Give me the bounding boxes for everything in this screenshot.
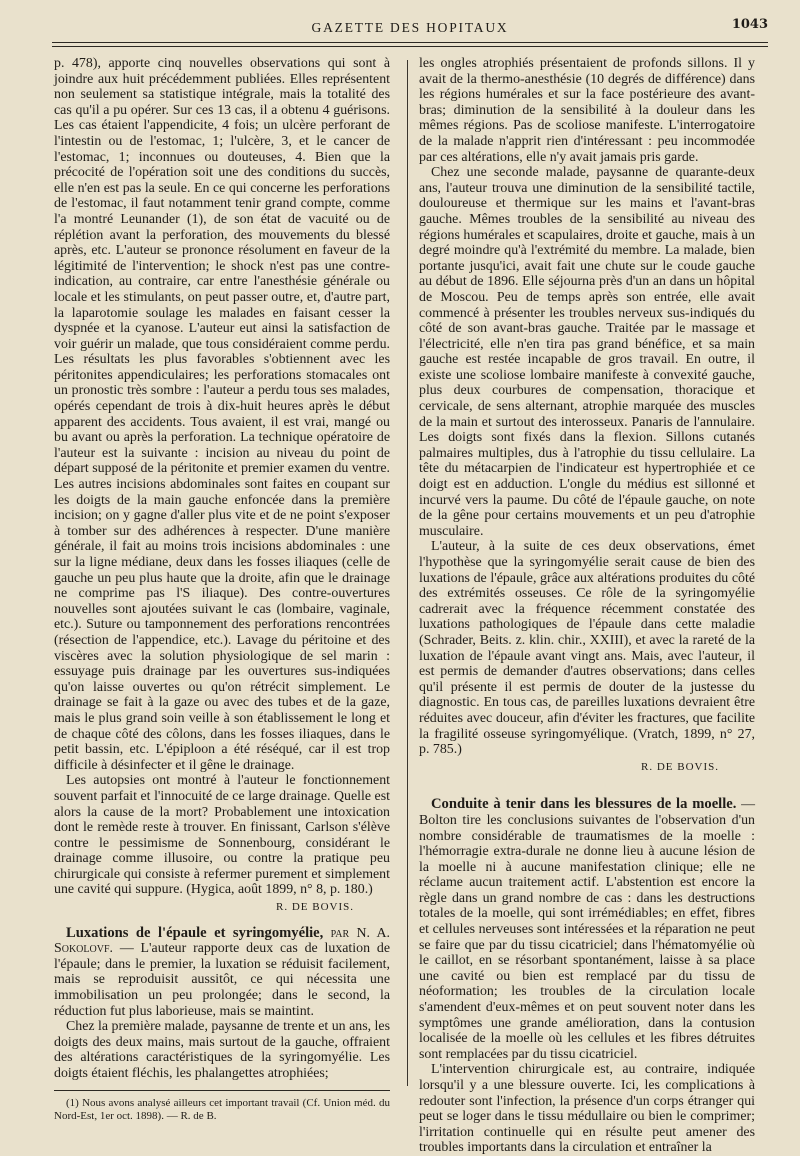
paragraph: p. 478), apporte cinq nouvelles observations qui sont à joindre aux huit précédemment publiées. Elles représentent non seulement sa statistique intégrale, mais la totalité des cas qu'il a pu opérer. Sur ces 13 cas, il a obtenu 4 guérisons. Les cas étaient l'appendicite, 4 fois; un ulcère perforant de l'intestin ou de l'estomac, 1; l'ulcère, 3, et le cancer de l'estomac, 1; inconnues ou douteuses, 4. Bien que la précocité de l'opération soit une des conditions du succès, elle n'en est pas la seule. En ce qui concerne les perforations de l'estomac, il faut notamment tenir grand compte, comme l'a montré Leunander (1), de son état de vacuité ou de réplétion avant la perforation, des mouvements du blessé après, etc. L'auteur se prononce résolument en faveur de la légitimité de l'intervention; le shock n'est pas une contre-indication, au contraire, car entre l'anesthésie générale ou locale et les stimulants, on peut passer outre, et, d'autre part, la laparotomie soulage les malades en faisant cesser la dyspnée et la cyanose. L'auteur eut ainsi la satisfaction de voir guérir un malade, que tous considéraient comme perdu. Les résultats les plus favorables s'obtiennent avec les péritonites appendiculaires; les perforations stomacales ont un pronostic très sombre : l'auteur a perdu tous ses malades, opérés cependant de trois à dix-huit heures après le début apparent des accidents. Tous avaient, il est vrai, mangé ou bu avant ou après la perforation. La technique opératoire de l'auteur est la suivante : incision au niveau du point de départ supposé de la péritonite et premier examen du ventre. Les autres incisions abdominales sont faites en coupant sur les doigts de la main gauche enfoncée dans la première incision; on y gagne d'aller plus vite et de ne point s'exposer à tomber sur des adhérences à respecter. D'une manière générale, il fait au moins trois incisions abdominales : une sur la ligne médiane, deux dans les fosses iliaques (celle de gauche un peu plus haute que la droite, afin que le drainage ne comprime pas l'S iliaque). Des contre-ouvertures nouvelles sont ajoutées suivant le cas (lombaire, vaginale, etc.). Suture ou tamponnement des perforations rencontrées (résection de l'appendice, etc.). Lavage du péritoine et des viscères avec la solution physiologique de sel marin : essuyage puis drainage par les ouvertures sus-indiquées qu'on laisse ouvertes ou qu'on rétrécit simplement. Le drainage se fait à la gaze ou avec des tubes et de la gaze, mais le plus grand soin veille à son établissement le long et de chaque côté des côlons, dans les fosses iliaques, dans le petit bassin, etc. L'épiploon a été réséqué, car il est trop difficile à désinfecter et il gêne le drainage.: [54, 56, 390, 773]
footnote-rule: [54, 1090, 390, 1091]
article-title: Conduite à tenir dans les blessures de la moelle.: [431, 796, 737, 813]
paragraph: Chez la première malade, paysanne de trente et un ans, les doigts des deux mains, mais surtout de la gauche, offraient des altérations caractéristiques de la syringomyélie. Les doigts étaient fléchis, les phalangettes atrophiées;: [54, 1019, 390, 1081]
paragraph: L'auteur, à la suite de ces deux observations, émet l'hypothèse que la syringomyélie serait cause de bien des luxations de l'épaule, grâce aux altérations produites du côté des extrémités osseuses. Ce rôle de la syringomyélie cadrerait avec la fréquence récemment constatée des luxations pathologiques de l'épaule dans cette maladie (Schrader, Beits. z. klin. chir., XXIII), et avec la rareté de la luxation de l'épaule avant vingt ans. Mais, avec l'auteur, il est permis de demander d'autres observations; dans celles qu'il présente il est permis de douter de la justesse du diagnostic. En tous cas, de pareilles luxations devraient être réduites avec douceur, afin d'éviter les fractures, que facilite la fragilité osseuse syringomyélique. (Vratch, 1899, n° 27, p. 785.): [419, 539, 755, 758]
journal-title: GAZETTE DES HOPITAUX: [311, 20, 509, 35]
header-rule: [52, 42, 768, 43]
article-title: Luxations de l'épaule et syringomyélie,: [66, 924, 324, 941]
article-text: — L'auteur rapporte deux cas de luxation de l'épaule; dans le premier, la luxation se réduisit facilement, mais se reproduisit aussitôt, ce qui nécessita une immobilisation un peu prolongée; dans le second, la réduction fut plus laborieuse, mais se maintint.: [54, 941, 390, 1019]
signature: R. DE BOVIS.: [640, 760, 719, 773]
footnote: (1) Nous avons analysé ailleurs cet important travail (Cf. Union méd. du Nord-Est, 1er oct. 1898). — R. de B.: [54, 1096, 390, 1122]
right-column: [419, 56, 755, 1156]
paragraph: les ongles atrophiés présentaient de profonds sillons. Il y avait de la thermo-anesthésie (10 degrés de différence) dans les régions humérales et sur la face postérieure des avant-bras; diminution de la sensibilité à la douleur dans les mêmes régions. Pas de scoliose manifeste. L'interrogatoire de la malade n'apprit rien d'intéressant : peu incommodée par ces altérations, elle n'y avait jamais pris garde.: [419, 56, 755, 165]
paragraph: L'intervention chirurgicale est, au contraire, indiquée lorsqu'il y a une blessure ouverte. Ici, les complications à redouter sont l'infection, la présence d'un corps étranger qui peut se loger dans le tissu médullaire ou bien le comprimer; l'irritation continuelle qui en résulte peut amener des troubles importants dans la circulation et entraîner la: [419, 1062, 755, 1156]
paragraph: Chez une seconde malade, paysanne de quarante-deux ans, l'auteur trouva une diminution de la sensibilité tactile, douloureuse et thermique sur les mains et l'avant-bras gauche. Mêmes troubles de la sensibilité au niveau des régions humérales et scapulaires, droite et gauche, mais à un degré moindre qu'à l'extrémité du membre. La malade, bien portante jusqu'ici, avait fait une chute sur le coude gauche au début de 1896. Elle séjourna près d'un an dans un hôpital de Moscou. Peu de temps après son entrée, elle avait commencé à présenter les troubles nerveux sus-indiqués du côté de son avant-bras gauche. Traitée par le massage et l'électricité, elle n'en tira pas grand bénéfice, et sa main gauche est restée incapable de gros travail. En outre, il existe une scoliose lombaire manifeste à convexité gauche, plus deux courbures de compensation, thoracique et cervicale, de sens alternant, atrophie marquée des muscles de la main et surtout des interosseux. Panaris de l'annulaire. Les doigts sont fixés dans la flexion. Sillons cutanés palmaires multiples, dus à l'atrophie du tissu cellulaire. La tête du métacarpien de l'indicateur est hypertrophiée et ce doigt est en adduction. L'ongle du médius est sillonné et incurvé vers la paume. Du côté de l'épaule gauche, on note de la gêne pour certains mouvements et un peu d'atrophie musculaire.: [419, 165, 755, 539]
page-number: 1043: [731, 17, 768, 32]
header-rule-thin: [52, 46, 768, 47]
paragraph: Les autopsies ont montré à l'auteur le fonctionnement souvent parfait et l'innocuité de ce large drainage. Quelle est alors la cause de la mort? Probablement une intoxication dont le remède reste à trouver. En finissant, Carlson s'élève contre le pessimisme de Sonnenbourg, considérant le drainage comme illusoire, ou contre la pratique peu chirurgicale qui consiste à refermer purement et simplement une cavité qui suppure. (Hygica, août 1899, n° 8, p. 180.): [54, 773, 390, 898]
article-paragraph: [419, 797, 755, 1062]
column-divider: [407, 60, 408, 1086]
left-column: [54, 56, 390, 1123]
article-author: par N. A. Sokolovf.: [54, 925, 390, 957]
page-header: [52, 17, 768, 40]
article-paragraph: [54, 926, 390, 1020]
article-text: — Bolton tire les conclusions suivantes de l'observation d'un nombre considérable de traumatismes de la moelle : l'hémorragie extra-durale ne donne lieu à aucune lésion de la moelle ni à aucune manifestation clinique; elle ne réclame aucun traitement actif. L'abstention est encore la règle dans un grand nombre de cas : dans les destructions totales de la moelle, qui sont irrémédiables; en effet, fibres et cellules nerveuses sont intéressées et la réparation ne peut se faire que par du tissu cicatriciel; dans l'hématomyélie où le caillot, en se résorbant spontanément, laisse à sa place une cavité ou bien est remplacé par du tissu de néoformation; les troubles de la circulation locale s'amendent d'eux-mêmes et on peut souvent noter dans les symptômes une grande amélioration, dans la contusion localisée de la moelle où les cellules et les fibres détruites sont remplacées par du tissu cicatriciel.: [419, 797, 755, 1062]
signature: R. DE BOVIS.: [275, 901, 354, 914]
